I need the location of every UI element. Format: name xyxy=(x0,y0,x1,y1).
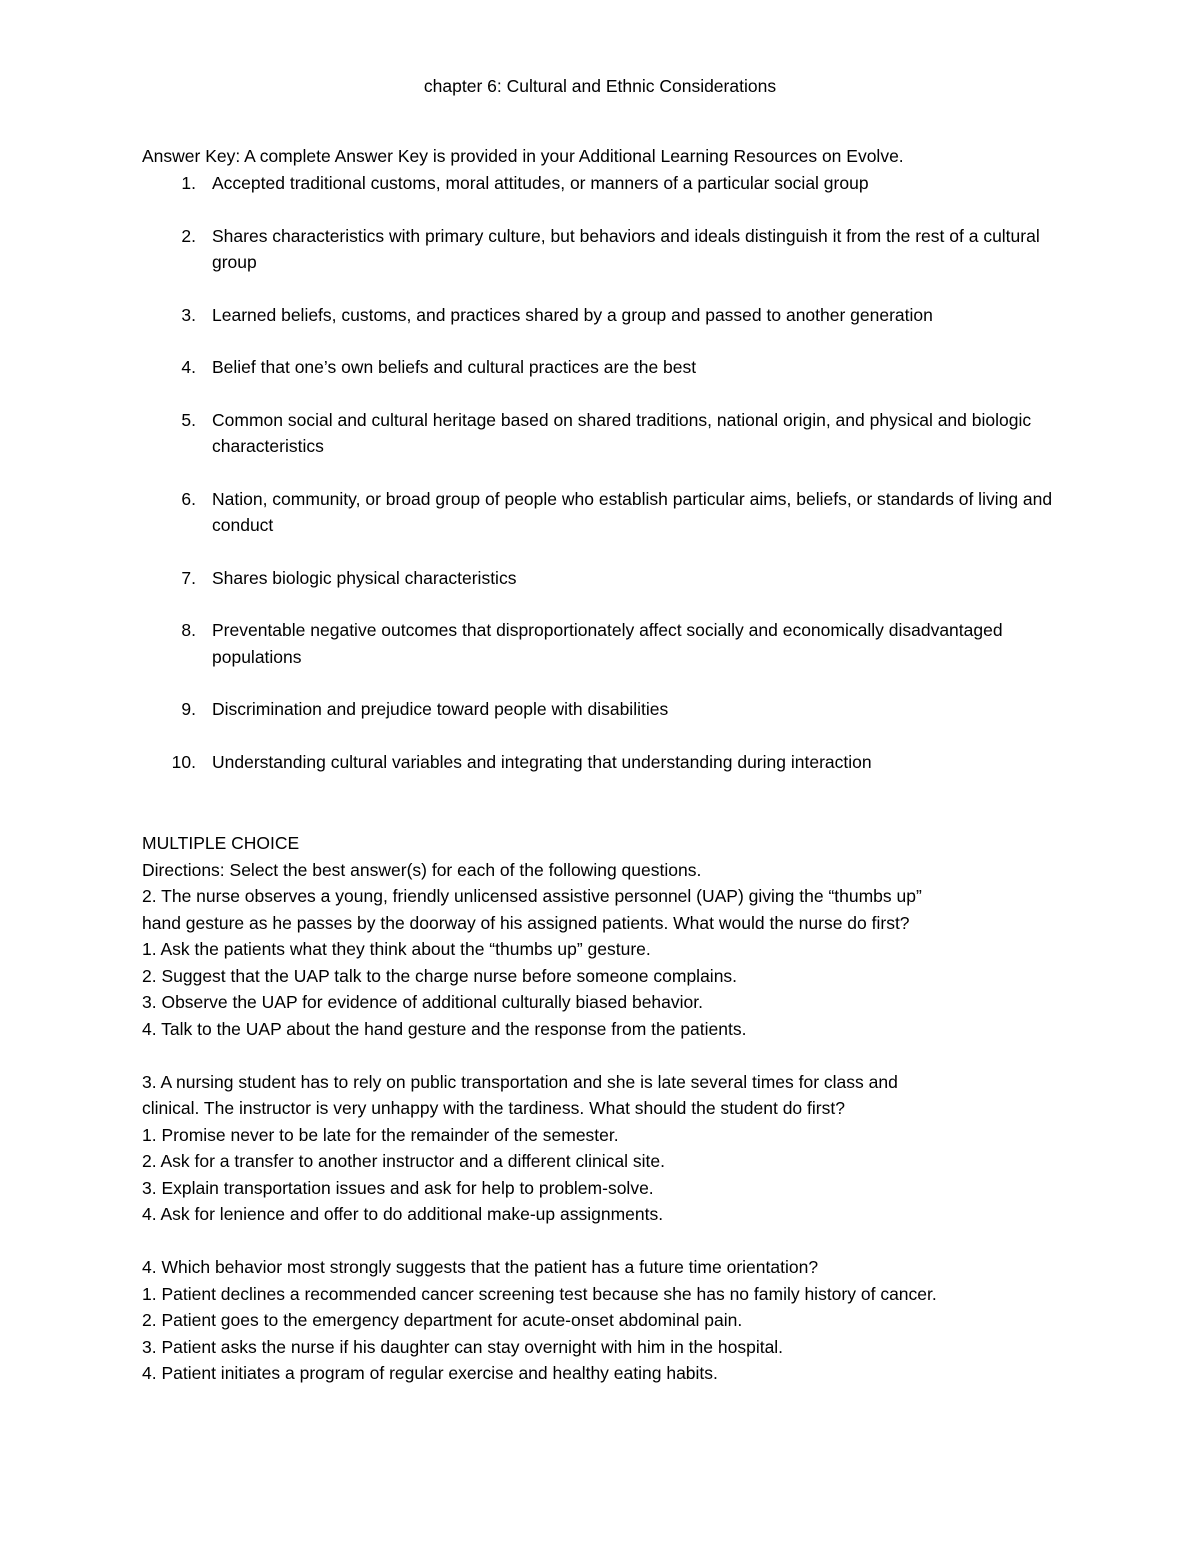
question-stem: 2. The nurse observes a young, friendly unlicensed assistive personnel (UAP) giving the “thumbs up” xyxy=(142,886,922,906)
question-stem: 3. A nursing student has to rely on public transportation and she is late several times for class and xyxy=(142,1071,898,1092)
multiple-choice-section xyxy=(142,830,1072,1387)
definition-number: 5. xyxy=(181,409,196,430)
definition-text: Nation, community, or broad group of people who establish particular aims, beliefs, or standards of living and conduct xyxy=(212,488,1053,535)
answer-option: 1. Promise never to be late for the remainder of the semester. xyxy=(142,1124,619,1145)
answer-option: 3. Explain transportation issues and ask for help to problem-solve. xyxy=(142,1177,654,1198)
definition-item xyxy=(142,170,1072,197)
definition-text: Belief that one’s own beliefs and cultural practices are the best xyxy=(212,357,697,377)
answer-key-note: Answer Key: A complete Answer Key is provided in your Additional Learning Resources on Evolve. xyxy=(142,146,904,166)
definition-text: Shares biologic physical characteristics xyxy=(212,567,517,588)
question-stem: 4. Which behavior most strongly suggests that the patient has a future time orientation? xyxy=(142,1257,819,1277)
definition-text: Shares characteristics with primary culture, but behaviors and ideals distinguish it from the rest of a cultural group xyxy=(212,225,1040,272)
answer-option: 3. Observe the UAP for evidence of additional culturally biased behavior. xyxy=(142,992,703,1012)
definition-number: 6. xyxy=(181,488,196,509)
answer-option: 4. Patient initiates a program of regular exercise and healthy eating habits. xyxy=(142,1363,718,1383)
definition-text: Common social and cultural heritage based on shared traditions, national origin, and physical and biologic characteristics xyxy=(212,409,1032,456)
definition-number: 10. xyxy=(171,751,196,772)
answer-option: 2. Ask for a transfer to another instructor and a different clinical site. xyxy=(142,1151,666,1171)
definition-item xyxy=(142,354,1072,381)
definition-item xyxy=(142,617,1072,670)
question xyxy=(142,1254,1072,1387)
definition-text: Preventable negative outcomes that disproportionately affect socially and economically disadvantaged populations xyxy=(212,620,1003,667)
answer-option: 3. Patient asks the nurse if his daughter can stay overnight with him in the hospital. xyxy=(142,1336,784,1357)
definition-number: 4. xyxy=(181,357,196,377)
definition-text: Learned beliefs, customs, and practices shared by a group and passed to another generation xyxy=(212,304,933,325)
question-stem: hand gesture as he passes by the doorway of his assigned patients. What would the nurse do first? xyxy=(142,912,910,933)
definition-item xyxy=(142,565,1072,592)
definition-item xyxy=(142,302,1072,329)
answer-option: 2. Patient goes to the emergency department for acute-onset abdominal pain. xyxy=(142,1310,743,1330)
answer-option: 2. Suggest that the UAP talk to the charge nurse before someone complains. xyxy=(142,965,738,986)
definition-item xyxy=(142,407,1072,460)
definition-item xyxy=(142,696,1072,723)
definition-text: Understanding cultural variables and integrating that understanding during interaction xyxy=(212,751,872,772)
definition-item xyxy=(142,223,1072,276)
definition-number: 2. xyxy=(181,225,196,246)
definition-item xyxy=(142,486,1072,539)
answer-option: 4. Talk to the UAP about the hand gesture and the response from the patients. xyxy=(142,1018,747,1039)
definition-number: 9. xyxy=(181,699,196,719)
question-stem: clinical. The instructor is very unhappy with the tardiness. What should the student do first? xyxy=(142,1098,845,1118)
section-heading: MULTIPLE CHOICE xyxy=(142,833,300,853)
definition-text: Accepted traditional customs, moral attitudes, or manners of a particular social group xyxy=(212,173,869,193)
answer-option: 4. Ask for lenience and offer to do additional make-up assignments. xyxy=(142,1204,664,1224)
definition-number: 8. xyxy=(181,620,196,640)
definition-text: Discrimination and prejudice toward people with disabilities xyxy=(212,699,669,719)
definition-number: 3. xyxy=(181,304,196,325)
definitions-list xyxy=(142,170,1072,801)
page-title: chapter 6: Cultural and Ethnic Considerations xyxy=(423,76,777,96)
definition-number: 1. xyxy=(181,173,196,193)
definition-number: 7. xyxy=(181,567,196,588)
question xyxy=(142,883,1072,1042)
answer-option: 1. Ask the patients what they think about the “thumbs up” gesture. xyxy=(142,939,651,959)
question xyxy=(142,1069,1072,1228)
definition-item xyxy=(142,749,1072,776)
directions: Directions: Select the best answer(s) for each of the following questions. xyxy=(142,859,702,880)
answer-option: 1. Patient declines a recommended cancer screening test because she has no family history of cancer. xyxy=(142,1283,937,1304)
